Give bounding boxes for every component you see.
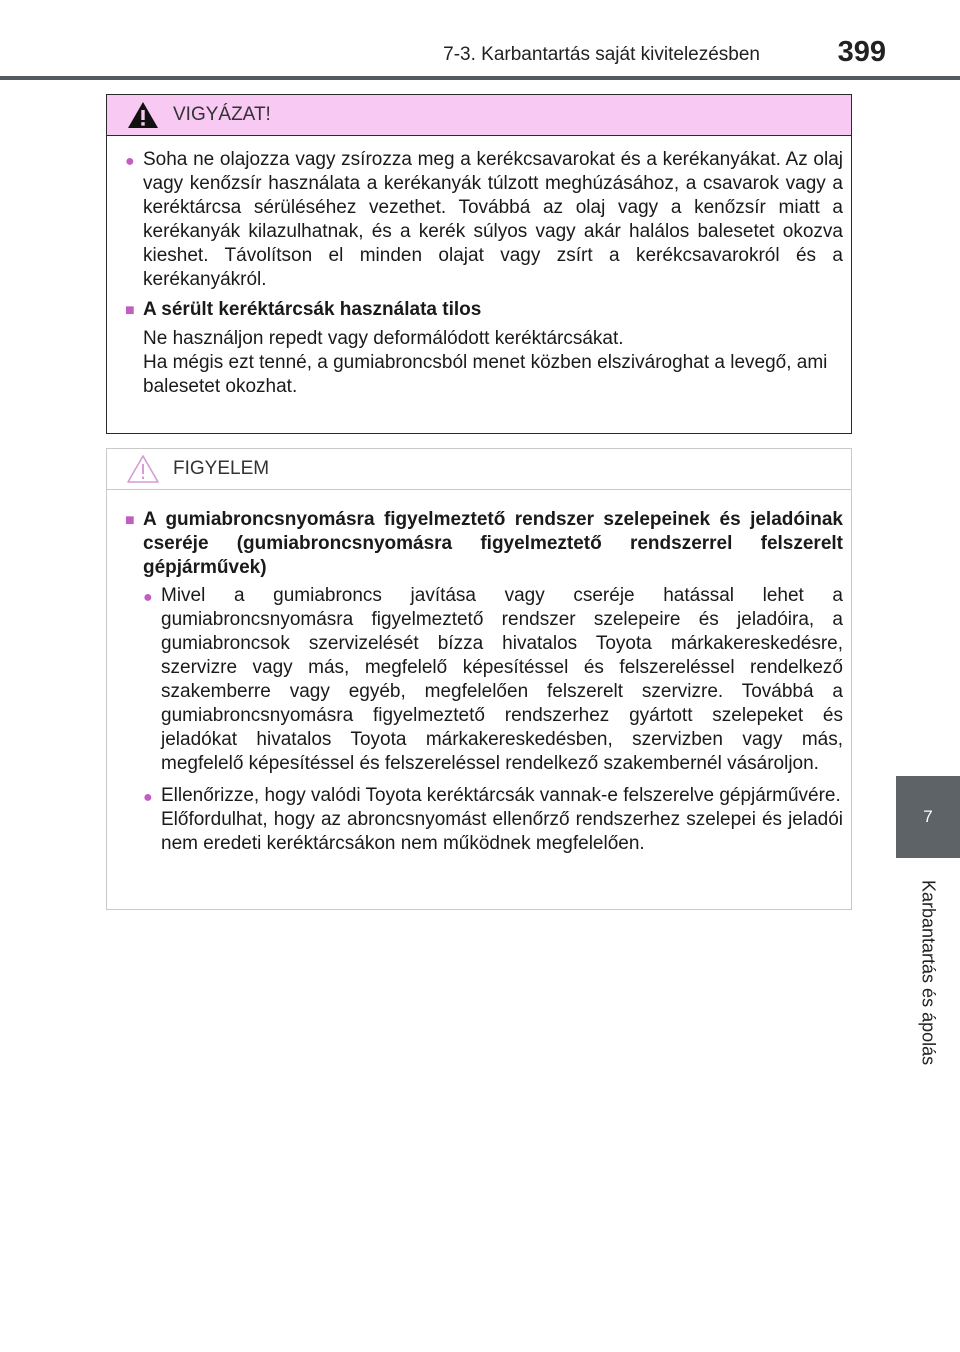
chapter-title: Karbantartás és ápolás — [918, 880, 939, 1066]
chapter-side-label — [896, 858, 960, 1088]
notice-subheading — [125, 508, 843, 580]
warning-triangle-icon — [127, 100, 159, 130]
warning-box — [106, 94, 852, 434]
chapter-tab — [896, 776, 960, 858]
header-divider — [0, 76, 960, 80]
caution-triangle-outline-icon — [127, 454, 159, 484]
warning-bullet-1: Soha ne olajozza vagy zsírozza meg a kerékcsavarokat és a kerékanyákat. Az olaj vagy kenőzsír használata a kerékanyák túlzott meghúzásához, a csavarok vagy a keréktárcsa sérüléséhez vezethet. Továbbá az olaj vagy a kenőzsír miatt a kerékanyák kilazulhatnak, és a kerék súlyos vagy akár halálos balesetet okozva kieshet. Távolítson el minden olajat vagy zsírt a kerékcsavarokról és a kerékanyákról. — [143, 149, 843, 290]
warning-header — [107, 95, 851, 136]
square-bullet-icon: ■ — [125, 512, 135, 529]
list-item — [125, 148, 843, 292]
notice-title: FIGYELEM — [173, 458, 270, 479]
notice-box — [106, 448, 852, 910]
circle-bullet-icon: ● — [125, 153, 135, 170]
circle-bullet-icon: ● — [143, 589, 153, 606]
warning-title: VIGYÁZAT! — [173, 104, 271, 125]
list-item — [143, 784, 843, 856]
page-number: 399 — [837, 36, 886, 68]
chapter-tab-number: 7 — [923, 807, 933, 826]
section-title: 7-3. Karbantartás saját kivitelezésben — [443, 44, 760, 65]
warning-subsection-body — [125, 327, 843, 399]
notice-bullet-2a: Ellenőrizze, hogy valódi Toyota keréktárcsák vannak-e felszerelve gépjárművére. — [161, 785, 841, 806]
notice-header — [107, 449, 851, 490]
notice-bullet-2 — [161, 784, 843, 856]
square-bullet-icon: ■ — [125, 302, 135, 319]
notice-heading: A gumiabroncsnyomásra figyelmeztető rendszer szelepeinek és jeladóinak cseréje (gumiabroncsnyomásra figyelmeztető rendszerrel felszerelt gépjárművek) — [143, 509, 843, 578]
list-item — [143, 584, 843, 776]
warning-subheading — [125, 298, 843, 323]
warning-text-2a: Ne használjon repedt vagy deformálódott keréktárcsákat. — [143, 328, 624, 349]
warning-heading-2: A sérült keréktárcsák használata tilos — [143, 299, 482, 320]
warning-text-2b: Ha mégis ezt tenné, a gumiabroncsból menet közben elszivároghat a levegő, ami balesetet okozhat. — [143, 352, 828, 397]
notice-bullet-2b: Előfordulhat, hogy az abroncsnyomást ellenőrző rendszerhez szelepei és jeladói nem eredeti keréktárcsákon nem működnek megfelelően. — [161, 809, 843, 854]
warning-body — [107, 136, 851, 399]
circle-bullet-icon: ● — [143, 789, 153, 806]
notice-body — [107, 490, 851, 856]
notice-bullet-1: Mivel a gumiabroncs javítása vagy cseréje hatással lehet a gumiabroncsnyomásra figyelmeztető rendszer szelepeire és jeladóira, a gumiabroncsok szervizelését bízza hivatalos Toyota márkakereskedésre, szervizre vagy más, megfelelő képesítéssel és felszereléssel rendelkező szakemberre vagy egyéb, megfelelően felszerelt szervizre. Továbbá a gumiabroncsnyomásra figyelmeztető rendszerhez gyártott szelepeket és jeladókat hivatalos Toyota márkakereskedésben, szervizben vagy más, megfelelő képesítéssel és felszereléssel rendelkező szakembernél vásároljon. — [161, 585, 843, 774]
